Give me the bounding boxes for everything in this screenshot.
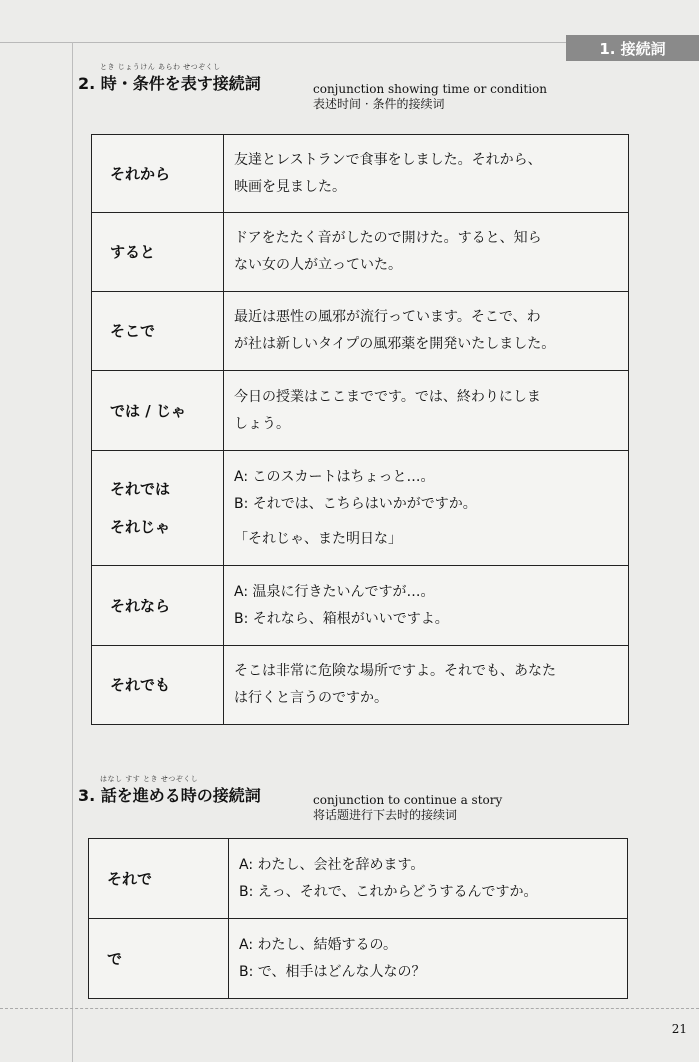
conjunction-term [92,451,224,566]
section2-chinese: 表述时间 · 条件的接续词 [313,97,445,111]
chapter-tab: 1. 接続詞 [566,35,699,61]
conjunction-term [92,292,224,371]
example-line: 「それじゃ、また明日な」 [234,530,402,547]
term-text: それから [110,164,171,183]
example-sentence [229,919,628,999]
section2-english: conjunction showing time or condition [313,82,547,96]
conjunction-term [92,371,224,451]
section2-table [91,134,629,725]
section2-heading [78,62,261,94]
example-sentence [229,839,628,919]
section3-table [88,838,628,999]
example-line: A: わたし、会社を辞めます。 [239,856,425,873]
grammar-row [92,451,629,566]
example-line: 今日の授業はここまでです。では、終わりにしま [234,388,541,405]
example-line: 最近は悪性の風邪が流行っています。そこで、わ [234,309,541,325]
example-line: B: で、相手はどんな人なの？ [239,963,426,980]
margin-rule [72,42,73,1062]
example-line: B: えっ、それで、これからどうするんですか。 [239,883,538,900]
section2-title: 2. 時・条件を表す接続詞 [78,74,261,93]
conjunction-term [89,919,229,999]
section3-chinese: 将话题进行下去时的接续词 [313,808,458,822]
section3-ruby: はなし すす とき せつぞくし [100,775,199,783]
example-sentence [224,371,629,451]
grammar-row [92,135,629,213]
section3-subtitle [313,793,502,823]
conjunction-term [92,566,224,646]
section3-heading [78,774,261,806]
example-line: A: このスカートはちょっと…。 [234,468,435,485]
example-line: そこは非常に危険な場所ですよ。それでも、あなた [234,663,556,679]
term-text: それなら [110,596,171,615]
example-sentence [224,451,629,566]
conjunction-term [92,135,224,213]
section2-subtitle [313,82,547,112]
example-line: が社は新しいタイプの風邪薬を開発いたしました。 [234,336,556,352]
example-line: しょう。 [234,415,290,432]
example-sentence [224,292,629,371]
term-text: それで [107,869,153,888]
example-line: は行くと言うのですか。 [234,690,388,706]
grammar-row [92,213,629,292]
grammar-row [89,919,628,999]
grammar-row [92,371,629,451]
section2-ruby: とき じょうけん あらわ せつぞくし [100,63,221,71]
example-line: B: それでは、こちらはいかがですか。 [234,495,477,512]
term-text: それでは [110,480,171,498]
term-text: で [107,949,123,968]
example-sentence [224,566,629,646]
term-text: すると [110,243,156,261]
term-text: それじゃ [110,518,171,536]
conjunction-term [89,839,229,919]
grammar-row [92,646,629,725]
example-line: ない女の人が立っていた。 [234,257,402,273]
example-line: 映画を見ました。 [234,178,346,195]
example-line: A: わたし、結婚するの。 [239,936,397,953]
term-text: そこで [110,322,156,340]
grammar-row [89,839,628,919]
bottom-dashed-rule [0,1008,699,1009]
conjunction-term [92,646,224,725]
conjunction-term [92,213,224,292]
example-line: 友達とレストランで食事をしました。それから、 [234,151,542,168]
example-sentence [224,135,629,213]
section3-title: 3. 話を進める時の接続詞 [78,786,261,805]
example-sentence [224,646,629,725]
example-line: B: それなら、箱根がいいですよ。 [234,610,449,627]
section3-english: conjunction to continue a story [313,793,503,807]
grammar-row [92,566,629,646]
example-line: A: 温泉に行きたいんですが…。 [234,583,435,600]
example-sentence [224,213,629,292]
page-number: 21 [671,1022,687,1036]
grammar-row [92,292,629,371]
term-text: それでも [110,676,171,694]
term-text: では / じゃ [110,401,186,420]
example-line: ドアをたたく音がしたので開けた。すると、知ら [234,230,542,246]
